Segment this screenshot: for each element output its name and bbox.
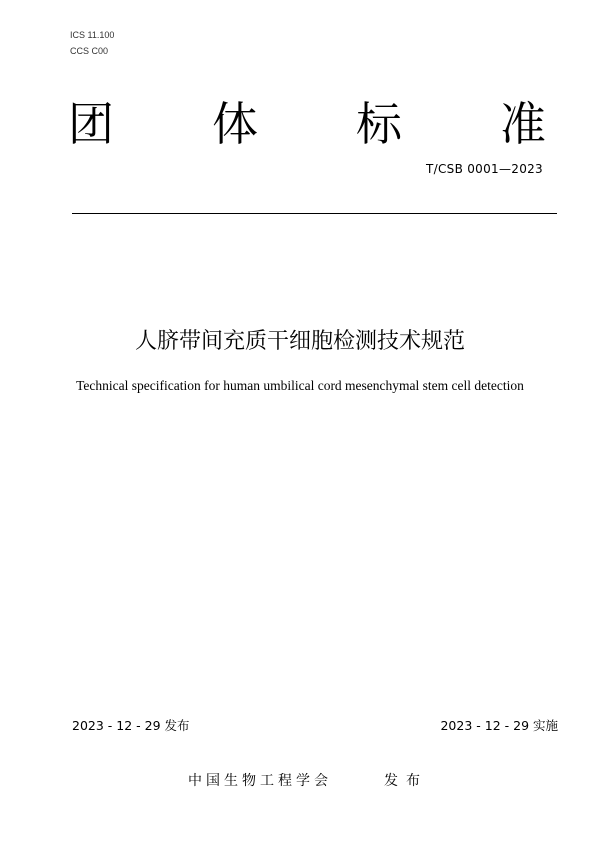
document-type-heading bbox=[68, 96, 546, 152]
title-english: Technical specification for human umbilical cord mesenchymal stem cell detection bbox=[76, 378, 524, 393]
doc-type-char: 准 bbox=[500, 97, 546, 151]
doc-type-char: 体 bbox=[212, 97, 258, 151]
publish-label: 发布 bbox=[384, 773, 428, 789]
publication-date: 2023 - 12 - 29 发布 bbox=[72, 718, 190, 733]
ccs-code: CCS C00 bbox=[70, 46, 109, 56]
ics-code: ICS 11.100 bbox=[70, 30, 115, 40]
publisher-name: 中国生物工程学会 bbox=[188, 773, 332, 789]
doc-type-char: 团 bbox=[68, 97, 114, 151]
title-chinese: 人脐带间充质干细胞检测技术规范 bbox=[134, 329, 465, 354]
standard-number: T/CSB 0001—2023 bbox=[426, 162, 543, 176]
header-divider bbox=[72, 213, 557, 214]
doc-type-char: 标 bbox=[356, 97, 402, 151]
implementation-date: 2023 - 12 - 29 实施 bbox=[440, 718, 558, 733]
